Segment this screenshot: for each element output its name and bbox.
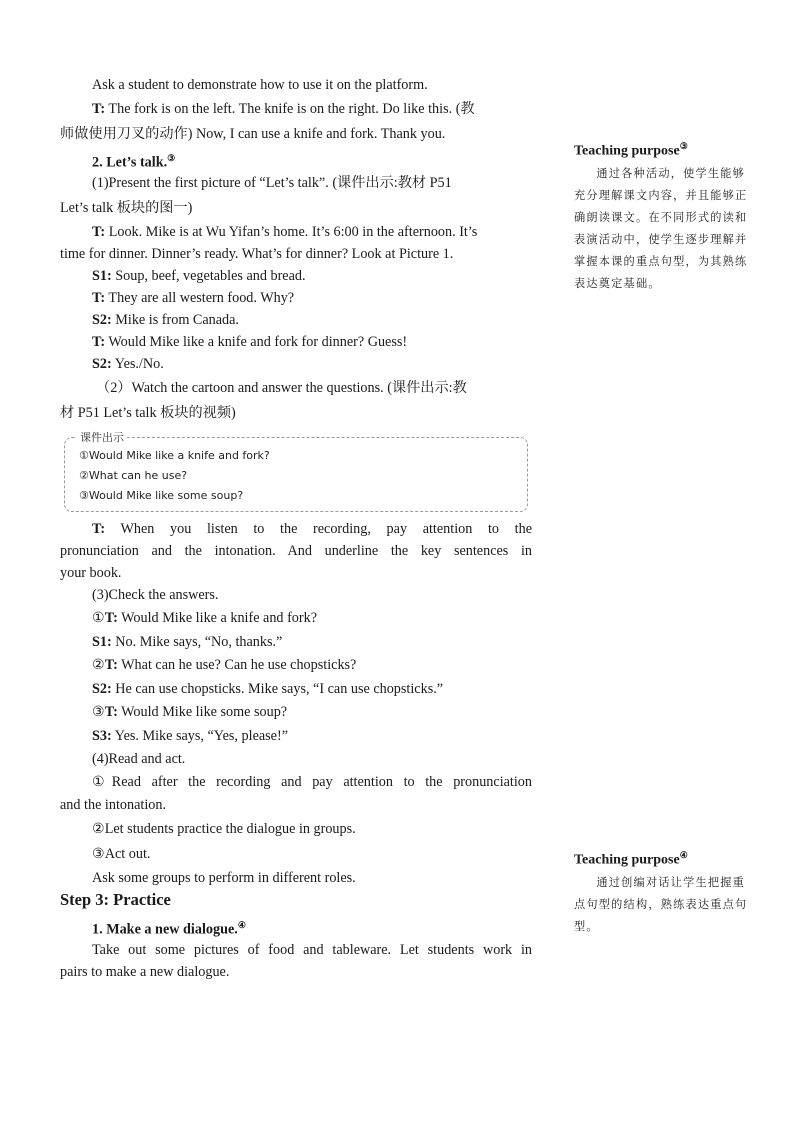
dialogue-line: S2: He can use chopsticks. Mike says, “I can use chopsticks.”: [92, 681, 444, 697]
dialogue-line: ③T: Would Mike like some soup?: [92, 704, 288, 720]
text-line: ③Act out.: [92, 846, 151, 862]
text-line: and the intonation.: [60, 797, 166, 813]
text-line: Ask a student to demonstrate how to use it on the platform.: [92, 77, 428, 93]
dialogue-line: ①T: Would Mike like a knife and fork?: [92, 610, 318, 626]
step-heading: Step 3: Practice: [60, 890, 171, 909]
text-line: Ask some groups to perform in different roles.: [92, 870, 356, 886]
question-item: ①Would Mike like a knife and fork?: [79, 449, 270, 462]
courseware-box-title: 课件出示: [77, 429, 127, 445]
section-heading: 2. Let’s talk.③: [92, 153, 176, 171]
dialogue-line: T: Look. Mike is at Wu Yifan’s home. It’s 6:00 in the afternoon. It’s: [92, 224, 478, 240]
text-line: （2）Watch the cartoon and answer the questions. (课件出示:教: [96, 380, 467, 396]
text-line: Let’s talk 板块的图一): [60, 200, 193, 216]
text-line: time for dinner. Dinner’s ready. What’s for dinner? Look at Picture 1.: [60, 246, 454, 262]
text-line: pairs to make a new dialogue.: [60, 964, 230, 980]
footnote-marker: ③: [679, 141, 688, 151]
question-item: ②What can he use?: [79, 469, 188, 482]
footnote-marker: ③: [167, 153, 176, 163]
dialogue-line: T: The fork is on the left. The knife is on the right. Do like this. (教: [92, 101, 475, 117]
dialogue-line: S2: Yes./No.: [92, 356, 164, 372]
text-line: 师做使用刀叉的动作) Now, I can use a knife and fork. Thank you.: [60, 126, 446, 142]
dialogue-line: S3: Yes. Mike says, “Yes, please!”: [92, 728, 288, 744]
text-line: (4)Read and act.: [92, 751, 186, 767]
teaching-purpose-note: [574, 850, 752, 938]
dialogue-line: S2: Mike is from Canada.: [92, 312, 239, 328]
note-text: 通过各种活动，使学生能够充分理解课文内容，并且能够正确朗读课文。在不同形式的读和表演活动中，使学生逐步理解并掌握本课的重点句型，为其熟练表达奠定基础。: [574, 166, 748, 290]
text-line: ②Let students practice the dialogue in groups.: [92, 821, 356, 837]
text-line: Take out some pictures of food and tableware. Let students work in: [92, 942, 532, 958]
footnote-marker: ④: [679, 850, 688, 860]
footnote-marker: ④: [237, 920, 246, 930]
text-line: ①Read after the recording and pay attention to the pronunciation: [92, 774, 532, 790]
dialogue-line: T: Would Mike like a knife and fork for dinner? Guess!: [92, 334, 408, 350]
text-line: (3)Check the answers.: [92, 587, 219, 603]
text-line: 材 P51 Let’s talk 板块的视频): [60, 405, 236, 421]
note-text: 通过创编对话让学生把握重点句型的结构，熟练表达重点句型。: [574, 875, 748, 933]
section-heading: 1. Make a new dialogue.④: [92, 920, 246, 938]
teaching-purpose-note: [574, 141, 752, 295]
dialogue-line: T: They are all western food. Why?: [92, 290, 295, 306]
text-line: (1)Present the first picture of “Let’s talk”. (课件出示:教材 P51: [92, 175, 452, 191]
question-item: ③Would Mike like some soup?: [79, 489, 244, 502]
note-title: Teaching purpose③: [574, 141, 688, 159]
text-line: your book.: [60, 565, 122, 581]
text-line: pronunciation and the intonation. And underline the key sentences in: [60, 543, 532, 559]
courseware-box: [64, 431, 528, 512]
dialogue-line: S1: Soup, beef, vegetables and bread.: [92, 268, 306, 284]
dialogue-line: S1: No. Mike says, “No, thanks.”: [92, 634, 283, 650]
dialogue-line: ②T: What can he use? Can he use chopsticks?: [92, 657, 357, 673]
dialogue-line: T: When you listen to the recording, pay attention to the: [92, 521, 532, 537]
note-title: Teaching purpose④: [574, 850, 688, 868]
